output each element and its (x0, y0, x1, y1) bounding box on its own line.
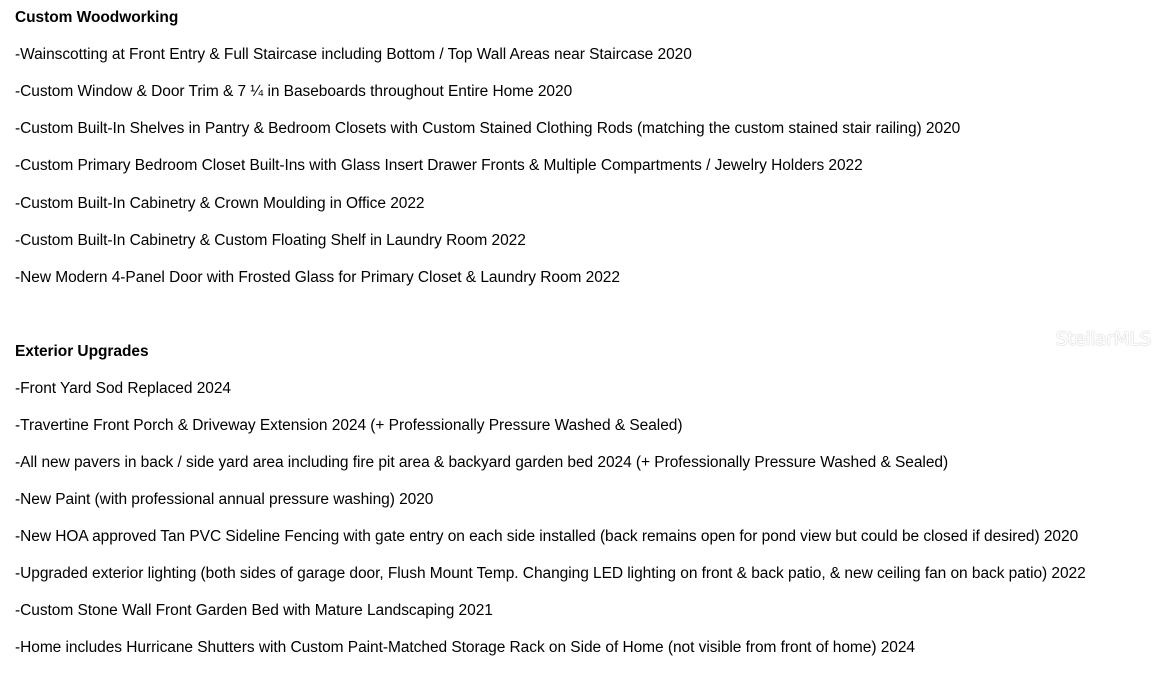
list-item: -Front Yard Sod Replaced 2024 (15, 380, 231, 397)
list-item: -Custom Window & Door Trim & 7 ¼ in Baseboards throughout Entire Home 2020 (15, 83, 573, 100)
watermark: StellarMLS (1055, 328, 1151, 350)
list-item: -Home includes Hurricane Shutters with Custom Paint-Matched Storage Rack on Side of Home (not visible from front of home) 2024 (15, 639, 915, 656)
list-item: -New Modern 4-Panel Door with Frosted Glass for Primary Closet & Laundry Room 2022 (15, 269, 620, 286)
list-item: -All new pavers in back / side yard area including fire pit area & backyard garden bed 2024 (+ Professionally Pressure Washed & Sealed) (15, 454, 949, 471)
list-item: -Custom Primary Bedroom Closet Built-Ins with Glass Insert Drawer Fronts & Multiple Compartments / Jewelry Holders 2022 (15, 157, 863, 174)
list-item: -Wainscotting at Front Entry & Full Staircase including Bottom / Top Wall Areas near Staircase 2020 (15, 46, 692, 63)
list-item: -Custom Built-In Shelves in Pantry & Bedroom Closets with Custom Stained Clothing Rods (matching the custom stained stair railing) 2020 (15, 120, 961, 137)
section-heading-woodworking: Custom Woodworking (15, 9, 179, 26)
list-item: -Custom Built-In Cabinetry & Crown Moulding in Office 2022 (15, 195, 425, 212)
list-item: -New Paint (with professional annual pressure washing) 2020 (15, 491, 434, 508)
list-item: -Travertine Front Porch & Driveway Extension 2024 (+ Professionally Pressure Washed & Sealed) (15, 417, 683, 434)
section-heading-exterior: Exterior Upgrades (15, 343, 149, 360)
list-item: -New HOA approved Tan PVC Sideline Fencing with gate entry on each side installed (back remains open for pond view but could be closed if desired) 2020 (15, 528, 1079, 545)
list-item: -Upgraded exterior lighting (both sides of garage door, Flush Mount Temp. Changing LED lighting on front & back patio, & new ceiling fan on back patio) 2022 (15, 565, 1086, 582)
list-item: -Custom Built-In Cabinetry & Custom Floating Shelf in Laundry Room 2022 (15, 232, 526, 249)
list-item: -Custom Stone Wall Front Garden Bed with Mature Landscaping 2021 (15, 602, 493, 619)
